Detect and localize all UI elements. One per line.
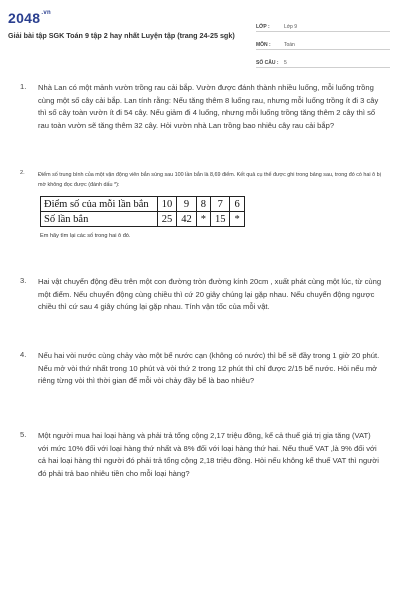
table-cell: Số lần bắn	[41, 212, 158, 227]
site-logo[interactable]	[8, 10, 51, 26]
score-table	[40, 196, 245, 227]
question-text: Nếu hai vòi nước cùng chảy vào một bể nước cạn (không có nước) thì bể sẽ đầy trong 1 giờ 20 phút. Nếu mở vòi thứ nhất trong 10 phút và vòi thứ 2 trong 12 phút thì chỉ được 2/15 bể nước. Hỏi nếu mở riêng từng vòi thì thời gian để mỗi vòi chảy đầy bể là bao nhiêu?	[38, 351, 380, 385]
table-cell: 6	[230, 197, 244, 212]
meta-count-value: 5	[284, 60, 287, 66]
table-cell: 10	[157, 197, 177, 212]
meta-count-row	[256, 51, 390, 68]
question-number: 1.	[20, 82, 27, 91]
logo-suffix: .vn	[41, 10, 51, 16]
question-5	[16, 430, 382, 480]
table-cell: Điểm số của mỗi lần bắn	[41, 197, 158, 212]
table-cell: *	[196, 212, 210, 227]
question-4	[16, 350, 382, 388]
table-cell: 8	[196, 197, 210, 212]
meta-subject-label: MÔN :	[256, 42, 271, 48]
question-number: 2.	[20, 170, 25, 176]
meta-panel	[256, 15, 390, 69]
question-number: 4.	[20, 350, 27, 359]
meta-grade-label: LỚP :	[256, 24, 270, 30]
page-title: Giải bài tập SGK Toán 9 tập 2 hay nhất Luyện tập (trang 24-25 sgk)	[8, 31, 235, 40]
table-cell: 7	[210, 197, 230, 212]
meta-grade-value: Lớp 9	[284, 24, 298, 30]
question-1	[16, 82, 382, 132]
question-text: Hai vật chuyển động đều trên một con đường tròn đường kính 20cm , xuất phát cùng một lúc, từ cùng một điểm. Nếu chuyển động cùng chiều thì cứ 20 giây chúng lại gặp nhau. Nếu chuyển động ngược chiều thì cứ sau 4 giây chúng lại gặp nhau. Tính vận tốc của mỗi vật.	[38, 277, 382, 311]
table-row	[41, 212, 245, 227]
question-2	[16, 170, 382, 239]
table-row	[41, 197, 245, 212]
meta-grade-row	[256, 15, 390, 32]
question-number: 3.	[20, 276, 27, 285]
meta-subject-row	[256, 33, 390, 50]
meta-subject-value: Toán	[284, 42, 295, 48]
question-text: Nhà Lan có một mảnh vườn trồng rau cải bắp. Vườn được đánh thành nhiều luống, mỗi luống trồng cùng một số cây cải bắp. Lan tính rằng: Nếu tăng thêm 8 luống rau, nhưng mỗi luống trồng ít đi 3 cây thì số cây toàn vườn ít đi 54 cây. Nếu giảm đi 4 luống, nhưng mỗi luống trồng tăng thêm 2 cây thì số rau toàn vườn sẽ tăng thêm 32 cây. Hỏi vườn nhà Lan trồng bao nhiêu cây rau cải bắp?	[38, 83, 379, 130]
table-cell: 15	[210, 212, 230, 227]
table-cell: 9	[177, 197, 197, 212]
logo-text: 2048	[8, 10, 41, 26]
page-header	[0, 0, 400, 66]
question-text: Một người mua hai loại hàng và phải trả tổng cộng 2,17 triệu đồng, kể cả thuế giá trị gia tăng (VAT) với mức 10% đối với loại hàng thứ nhất và 8% đối với loại hàng thứ hai. Nếu thuế VAT ,là 9% đối với cả hai loại hàng thì người đó phải trả tổng cộng 2,18 triệu đồng. Hỏi nếu không kể thuế VAT thì người đó phải trả bao nhiêu tiền cho mỗi loại hàng?	[38, 431, 379, 478]
table-cell: 42	[177, 212, 197, 227]
question-number: 5.	[20, 430, 27, 439]
table-cell: *	[230, 212, 244, 227]
meta-count-label: SỐ CÂU :	[256, 60, 279, 66]
table-cell: 25	[157, 212, 177, 227]
question-3	[16, 276, 382, 314]
question-hint: Em hãy tìm lại các số trong hai ô đó.	[40, 233, 131, 239]
question-text: Điểm số trung bình của một vận động viên bắn súng sau 100 lần bắn là 8,69 điểm. Kết quả cụ thể được ghi trong bảng sau, trong đó có hai ô bị mờ không đọc được (đánh dấu *):	[38, 172, 381, 188]
